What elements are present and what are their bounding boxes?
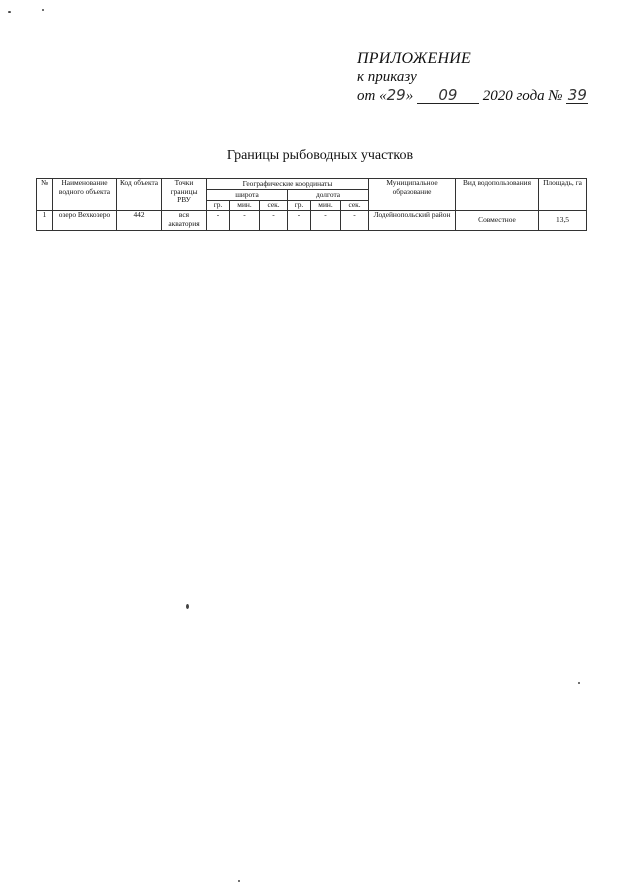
header-lon-deg: гр. [288, 201, 311, 211]
annex-year-text: 2020 года № [482, 88, 563, 104]
header-num: № [37, 179, 53, 211]
header-longitude: долгота [288, 190, 369, 201]
scan-speck [8, 11, 11, 13]
document-title: Границы рыбоводных участков [226, 148, 414, 163]
scan-speck [42, 9, 44, 11]
header-name: Наименование водного объекта [53, 179, 117, 211]
scan-speck [238, 880, 240, 882]
cell-name: озеро Вехкозеро [53, 211, 117, 231]
annex-month: 09 [417, 88, 479, 104]
cell-municipality: Лодейнопольский район [369, 211, 456, 231]
header-code: Код объекта [117, 179, 162, 211]
cell-use-type: Совместное [456, 211, 539, 231]
annex-date-line [357, 86, 588, 105]
header-municipality: Муниципальное образование [369, 179, 456, 211]
cell-lon-sec: - [341, 211, 369, 231]
cell-num: 1 [37, 211, 53, 231]
annex-to-order: к приказу [357, 69, 417, 85]
fish-farm-table [36, 178, 587, 231]
table-row [37, 211, 587, 231]
header-lat-sec: сек. [260, 201, 288, 211]
annex-number: 39 [567, 86, 587, 104]
cell-points: вся акватория [162, 211, 207, 231]
table-header-row [37, 179, 587, 190]
header-coords: Географические координаты [207, 179, 369, 190]
header-area: Площадь, га [539, 179, 587, 211]
cell-code: 442 [117, 211, 162, 231]
scan-speck [186, 604, 189, 609]
cell-lat-min: - [230, 211, 260, 231]
annex-block [357, 50, 588, 105]
cell-area: 13,5 [539, 211, 587, 231]
cell-lat-deg: - [207, 211, 230, 231]
header-lon-sec: сек. [341, 201, 369, 211]
cell-lat-sec: - [260, 211, 288, 231]
header-lat-min: мин. [230, 201, 260, 211]
header-latitude: широта [207, 190, 288, 201]
header-points: Точки границы РВУ [162, 179, 207, 211]
cell-lon-min: - [311, 211, 341, 231]
header-use-type: Вид водопользования [456, 179, 539, 211]
scan-speck [578, 682, 580, 684]
annex-heading: ПРИЛОЖЕНИЕ [357, 50, 471, 67]
annex-from-prefix: от « [357, 88, 387, 104]
header-lon-min: мин. [311, 201, 341, 211]
annex-day-close: » [405, 88, 414, 104]
header-lat-deg: гр. [207, 201, 230, 211]
annex-day: 29 [386, 86, 406, 104]
cell-lon-deg: - [288, 211, 311, 231]
